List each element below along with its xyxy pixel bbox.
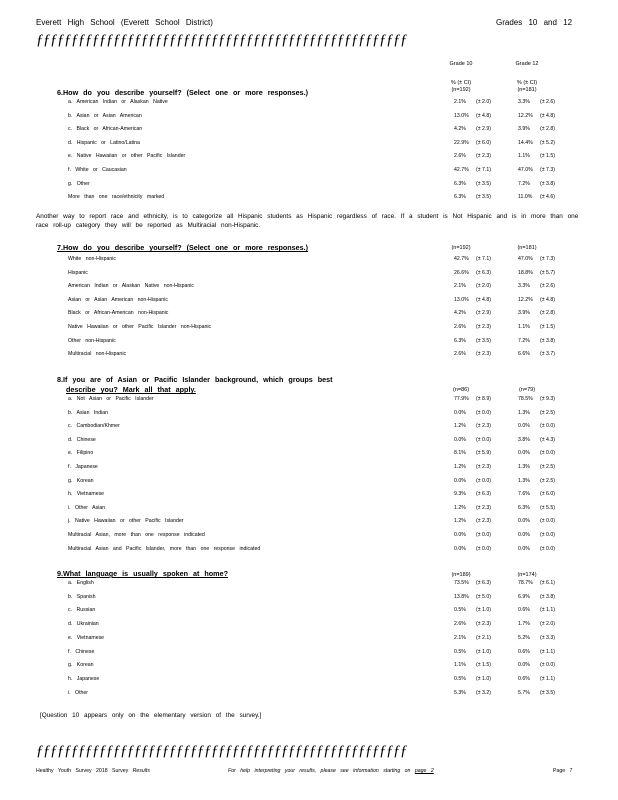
grade12-ci: (± 3.3) [540, 634, 555, 641]
grade10-value: 1.2% [454, 464, 466, 470]
table-row [0, 649, 618, 659]
grade12-value: 0.6% [518, 675, 530, 682]
table-row [0, 310, 618, 320]
grade10-ci: (± 7.1) [476, 167, 491, 173]
grade10-value: 1.2% [454, 504, 466, 511]
grade12-ci: (± 4.8) [540, 296, 555, 303]
grade10-ci: (± 2.3) [476, 423, 491, 430]
table-row [0, 297, 618, 307]
grade12-ci: (± 3.8) [540, 180, 555, 187]
table-row [0, 580, 618, 590]
grade10-ci: (± 3.5) [476, 180, 491, 187]
row-label: j. Native Hawaiian or other Pacific Islander [68, 518, 184, 525]
row-label: b. Asian Indian [68, 409, 109, 416]
q8-title-line1: 8.If you are of Asian or Pacific Islander background, which groups best [57, 375, 333, 384]
grade12-ci: (± 0.0) [540, 423, 555, 430]
grade12-value: 0.0% [518, 450, 530, 457]
grade10-ci: (± 6.3) [476, 580, 491, 586]
grade10-value: 42.7% [454, 256, 469, 262]
grade12-value: 7.6% [518, 491, 530, 498]
grade12-value: 12.2% [518, 296, 533, 303]
grade10-value: 9.3% [454, 491, 466, 498]
grade10-ci: (± 6.3) [476, 491, 491, 498]
table-row [0, 153, 618, 163]
grade10-value: 13.8% [454, 593, 469, 600]
grade12-ci: (± 6.1) [540, 580, 555, 586]
q7-title: 7.How do you describe yourself? (Select one or more responses.) [57, 243, 309, 252]
grade12-value: 0.0% [518, 545, 530, 552]
grade12-ci: (± 2.6) [540, 99, 555, 105]
grade12-ci: (± 2.5) [540, 477, 555, 484]
grade12-value: 0.0% [518, 532, 530, 538]
grade12-ci: (± 2.6) [540, 283, 555, 290]
table-row [0, 491, 618, 501]
row-label: e. Vietnamese [68, 634, 105, 641]
grade12-ci: (± 4.3) [540, 436, 555, 443]
row-label: a. English [68, 580, 94, 586]
grade10-ci: (± 1.0) [476, 648, 491, 655]
row-label: d. Chinese [68, 436, 96, 443]
row-label: f. White or Caucasian [68, 167, 127, 173]
grade12-value: 47.0% [518, 167, 533, 173]
grade10-ci: (± 0.0) [476, 409, 491, 416]
grade10-ci: (± 2.3) [476, 464, 491, 470]
row-label: i. Other [68, 689, 89, 696]
row-label: g. Korean [68, 477, 94, 484]
table-row [0, 338, 618, 348]
table-row [0, 256, 618, 266]
grade12-value: 3.8% [518, 436, 530, 443]
grade10-value: 73.5% [454, 580, 469, 586]
grade10-ci: (± 2.3) [476, 153, 491, 160]
grade12-ci: (± 5.2) [540, 139, 555, 146]
grade12-value: 0.6% [518, 607, 530, 614]
grade12-ci: (± 2.8) [540, 126, 555, 133]
row-label: b. Spanish [68, 593, 96, 600]
row-label: h. Japanese [68, 675, 100, 682]
grade12-ci: (± 2.8) [540, 310, 555, 317]
q6-title: 6.How do you describe yourself? (Select one or more responses.) [57, 88, 309, 97]
grade12-value: 1.7% [518, 621, 530, 628]
grade10-value: 8.1% [454, 450, 466, 457]
question10-note: [Question 10 appears only on the elementary version of the survey.] [40, 712, 262, 719]
grade10-ci: (± 0.0) [476, 545, 491, 552]
grade10-value: 26.6% [454, 269, 469, 276]
grade10-ci: (± 5.9) [476, 450, 491, 457]
grade10-value: 0.0% [454, 545, 466, 552]
grade10-value: 2.1% [454, 99, 466, 105]
grade12-ci: (± 2.0) [540, 621, 555, 628]
row-label: a. Not Asian or Pacific Islander [68, 396, 154, 402]
grade12-value: 3.9% [518, 310, 530, 317]
grade12-ci: (± 0.0) [540, 450, 555, 457]
grade10-ci: (± 3.5) [476, 194, 491, 201]
grade12-value: 6.3% [518, 504, 530, 511]
footer-help: For help interpreting your results, please see information starting on page 2 [228, 768, 434, 774]
table-row [0, 464, 618, 474]
grade10-ci: (± 0.0) [476, 436, 491, 443]
grade10-value: 1.1% [454, 662, 466, 669]
table-row [0, 410, 618, 420]
grade10-ci: (± 2.3) [476, 621, 491, 628]
row-label: e. Native Hawaiian or other Pacific Islander [68, 153, 186, 160]
grade12-value: 78.5% [518, 396, 533, 402]
table-row [0, 635, 618, 645]
grade12-ci: (± 1.1) [540, 648, 555, 655]
grade12-value: 12.2% [518, 112, 533, 119]
footer-page-link[interactable]: page 2 [414, 768, 434, 774]
row-label: i. Other Asian [68, 504, 106, 511]
grade10-ci: (± 1.0) [476, 675, 491, 682]
grade10-ci: (± 4.8) [476, 296, 491, 303]
grade10-value: 1.2% [454, 518, 466, 525]
footer-page-number: Page 7 [553, 768, 573, 774]
grade12-value: 0.6% [518, 648, 530, 655]
row-label: d. Ukrainian [68, 621, 99, 628]
row-label: c. Black or African-American [68, 126, 143, 133]
grade10-value: 0.5% [454, 607, 466, 614]
table-row [0, 181, 618, 191]
grade10-value: 13.0% [454, 112, 469, 119]
grade12-value: 1.3% [518, 477, 530, 484]
q9-grade10-n: (n=189) [451, 572, 471, 578]
grade10-value: 0.5% [454, 648, 466, 655]
row-label: f. Chinese [68, 648, 95, 655]
grade12-value: 0.0% [518, 423, 530, 430]
grade10-ci: (± 6.0) [476, 139, 491, 146]
grade12-ci: (± 5.7) [540, 269, 555, 276]
grade10-pct-header: % (± CI) [450, 80, 472, 86]
grade12-ci: (± 5.5) [540, 504, 555, 511]
grade12-value: 78.7% [518, 580, 533, 586]
grade10-value: 6.3% [454, 180, 466, 187]
grade12-value: 5.7% [518, 689, 530, 696]
row-label: White non-Hispanic [68, 256, 116, 262]
grade10-value: 22.9% [454, 139, 469, 146]
grade10-ci: (± 2.0) [476, 99, 491, 105]
q9-grade12-n: (n=174) [517, 572, 537, 578]
row-label: Native Hawaiian or other Pacific Islander non-Hispanic [68, 324, 212, 330]
grade12-ci: (± 6.0) [540, 491, 555, 498]
q9-title: 9.What language is usually spoken at home? [57, 569, 228, 578]
grades-label: Grades 10 and 12 [496, 18, 573, 27]
row-label: e. Filipino [68, 450, 94, 457]
grade10-ci: (± 5.0) [476, 593, 491, 600]
table-row [0, 437, 618, 447]
grade10-ci: (± 2.3) [476, 518, 491, 525]
grade12-ci: (± 0.0) [540, 518, 555, 525]
grade12-value: 3.3% [518, 283, 530, 290]
grade12-value: 0.0% [518, 662, 530, 669]
grade10-ci: (± 2.1) [476, 634, 491, 641]
grade10-value: 0.0% [454, 436, 466, 443]
q8-grade12-n: (n=79) [518, 387, 536, 393]
grade12-ci: (± 1.1) [540, 675, 555, 682]
grade10-value: 0.0% [454, 409, 466, 416]
row-label: Multiracial non-Hispanic [68, 351, 127, 358]
grade12-ci: (± 4.8) [540, 112, 555, 119]
grade10-n: (n=192) [451, 87, 471, 93]
row-label: Black or African-American non-Hispanic [68, 310, 169, 317]
grade10-value: 0.5% [454, 675, 466, 682]
grade10-value: 0.0% [454, 532, 466, 538]
grade12-ci: (± 3.5) [540, 689, 555, 696]
row-label: More than one race/ethnicity marked [68, 194, 165, 201]
grade10-value: 4.2% [454, 126, 466, 133]
grade10-value: 4.2% [454, 310, 466, 317]
grade12-ci: (± 0.0) [540, 662, 555, 669]
grade12-ci: (± 1.5) [540, 153, 555, 160]
table-row [0, 351, 618, 361]
table-row [0, 532, 618, 542]
table-row [0, 423, 618, 433]
grade12-value: 11.0% [518, 194, 533, 201]
table-row [0, 194, 618, 204]
table-row [0, 126, 618, 136]
q8-grade10-n: (n=86) [452, 387, 470, 393]
grade12-pct-header: % (± CI) [516, 80, 538, 86]
grade12-value: 1.3% [518, 409, 530, 416]
row-label: f. Japanese [68, 464, 98, 470]
grade12-ci: (± 9.3) [540, 396, 555, 402]
grade10-value: 5.3% [454, 689, 466, 696]
grade10-value: 2.6% [454, 153, 466, 160]
grade12-value: 14.4% [518, 139, 533, 146]
table-row [0, 450, 618, 460]
row-label: Other non-Hispanic [68, 337, 116, 344]
grade10-ci: (± 8.9) [476, 396, 491, 402]
footer-survey: Healthy Youth Survey 2018 Survey Results [36, 768, 150, 774]
row-label: Multiracial Asian and Pacific Islander, more than one response indicated [68, 545, 261, 552]
row-label: b. Asian or Asian American [68, 112, 142, 119]
grade10-value: 2.6% [454, 621, 466, 628]
grade10-value: 2.6% [454, 324, 466, 330]
row-label: Multiracial Asian, more than one response indicated [68, 532, 205, 538]
row-label: c. Russian [68, 607, 96, 614]
grade10-value: 77.9% [454, 396, 469, 402]
grade10-ci: (± 3.2) [476, 689, 491, 696]
table-row [0, 621, 618, 631]
grade10-ci: (± 1.0) [476, 607, 491, 614]
grade10-ci: (± 0.0) [476, 477, 491, 484]
top-divider: ƒƒƒƒƒƒƒƒƒƒƒƒƒƒƒƒƒƒƒƒƒƒƒƒƒƒƒƒƒƒƒƒƒƒƒƒƒƒƒƒƒƒƒƒƒƒƒƒƒƒƒƒƒ [36, 32, 407, 48]
row-label: c. Cambodian/Khmer [68, 423, 120, 430]
grade12-n: (n=181) [517, 87, 537, 93]
grade10-value: 2.1% [454, 634, 466, 641]
grade12-header: Grade 12 [515, 61, 539, 67]
grade12-value: 6.9% [518, 593, 530, 600]
q7-grade10-n: (n=192) [451, 245, 471, 251]
grade12-ci: (± 1.5) [540, 324, 555, 330]
grade12-ci: (± 0.0) [540, 545, 555, 552]
q8-title-line2: describe you? Mark all that apply. [66, 385, 196, 394]
table-row [0, 546, 618, 556]
row-label: American Indian or Alaskan Native non-Hispanic [68, 283, 195, 290]
grade10-value: 6.3% [454, 337, 466, 344]
grade12-ci: (± 4.6) [540, 194, 555, 201]
table-row [0, 690, 618, 700]
grade10-header: Grade 10 [449, 61, 473, 67]
row-label: Asian or Asian American non-Hispanic [68, 296, 168, 303]
table-row [0, 283, 618, 293]
table-row [0, 140, 618, 150]
school-name: Everett High School (Everett School District) [36, 18, 213, 27]
table-row [0, 607, 618, 617]
grade12-value: 0.0% [518, 518, 530, 525]
grade12-ci: (± 3.7) [540, 351, 555, 358]
grade10-ci: (± 7.1) [476, 256, 491, 262]
grade12-value: 7.2% [518, 180, 530, 187]
grade12-value: 3.9% [518, 126, 530, 133]
table-row [0, 478, 618, 488]
grade10-value: 1.2% [454, 423, 466, 430]
row-label: a. American Indian or Alaskan Native [68, 99, 168, 105]
grade10-ci: (± 2.9) [476, 310, 491, 317]
grade12-ci: (± 0.0) [540, 532, 555, 538]
grade12-value: 6.6% [518, 351, 530, 358]
row-label: h. Vietnamese [68, 491, 105, 498]
bottom-divider: ƒƒƒƒƒƒƒƒƒƒƒƒƒƒƒƒƒƒƒƒƒƒƒƒƒƒƒƒƒƒƒƒƒƒƒƒƒƒƒƒƒƒƒƒƒƒƒƒƒƒƒƒƒ [36, 743, 407, 759]
table-row [0, 113, 618, 123]
grade12-ci: (± 7.3) [540, 167, 555, 173]
grade12-value: 47.0% [518, 256, 533, 262]
grade12-ci: (± 3.8) [540, 337, 555, 344]
row-label: Hispanic [68, 269, 88, 276]
table-row [0, 662, 618, 672]
grade10-ci: (± 2.9) [476, 126, 491, 133]
grade10-ci: (± 2.3) [476, 504, 491, 511]
row-label: g. Korean [68, 662, 94, 669]
grade10-value: 2.6% [454, 351, 466, 358]
grade12-ci: (± 2.5) [540, 464, 555, 470]
grade12-value: 5.2% [518, 634, 530, 641]
race-note: Another way to report race and ethnicity, is to categorize all Hispanic students as Hispanic regardless of race. If a student is Not Hispanic and is in more than one race roll-up category they will be reported as Multiracial non-Hispanic. [36, 213, 579, 229]
table-row [0, 518, 618, 528]
grade10-value: 13.0% [454, 296, 469, 303]
grade10-ci: (± 3.5) [476, 337, 491, 344]
table-row [0, 99, 618, 109]
table-row [0, 594, 618, 604]
table-row [0, 324, 618, 334]
grade10-ci: (± 1.5) [476, 662, 491, 669]
grade12-ci: (± 3.8) [540, 593, 555, 600]
table-row [0, 396, 618, 406]
table-row [0, 505, 618, 515]
grade10-ci: (± 2.3) [476, 324, 491, 330]
grade10-value: 6.3% [454, 194, 466, 201]
grade12-ci: (± 2.5) [540, 409, 555, 416]
table-row [0, 167, 618, 177]
grade12-value: 1.1% [518, 324, 530, 330]
grade12-value: 18.8% [518, 269, 533, 276]
row-label: d. Hispanic or Latino/Latina [68, 139, 140, 146]
grade12-ci: (± 1.1) [540, 607, 555, 614]
table-row [0, 270, 618, 280]
grade10-value: 0.0% [454, 477, 466, 484]
grade12-value: 1.3% [518, 464, 530, 470]
grade10-ci: (± 2.3) [476, 351, 491, 358]
table-row [0, 676, 618, 686]
grade10-ci: (± 6.3) [476, 269, 491, 276]
grade10-ci: (± 4.8) [476, 112, 491, 119]
grade12-value: 1.1% [518, 153, 530, 160]
q7-grade12-n: (n=181) [517, 245, 537, 251]
grade12-ci: (± 7.3) [540, 256, 555, 262]
grade12-value: 3.3% [518, 99, 530, 105]
grade10-ci: (± 0.0) [476, 532, 491, 538]
grade10-value: 42.7% [454, 167, 469, 173]
grade10-value: 2.1% [454, 283, 466, 290]
row-label: g. Other [68, 180, 90, 187]
grade12-value: 7.2% [518, 337, 530, 344]
grade10-ci: (± 2.0) [476, 283, 491, 290]
